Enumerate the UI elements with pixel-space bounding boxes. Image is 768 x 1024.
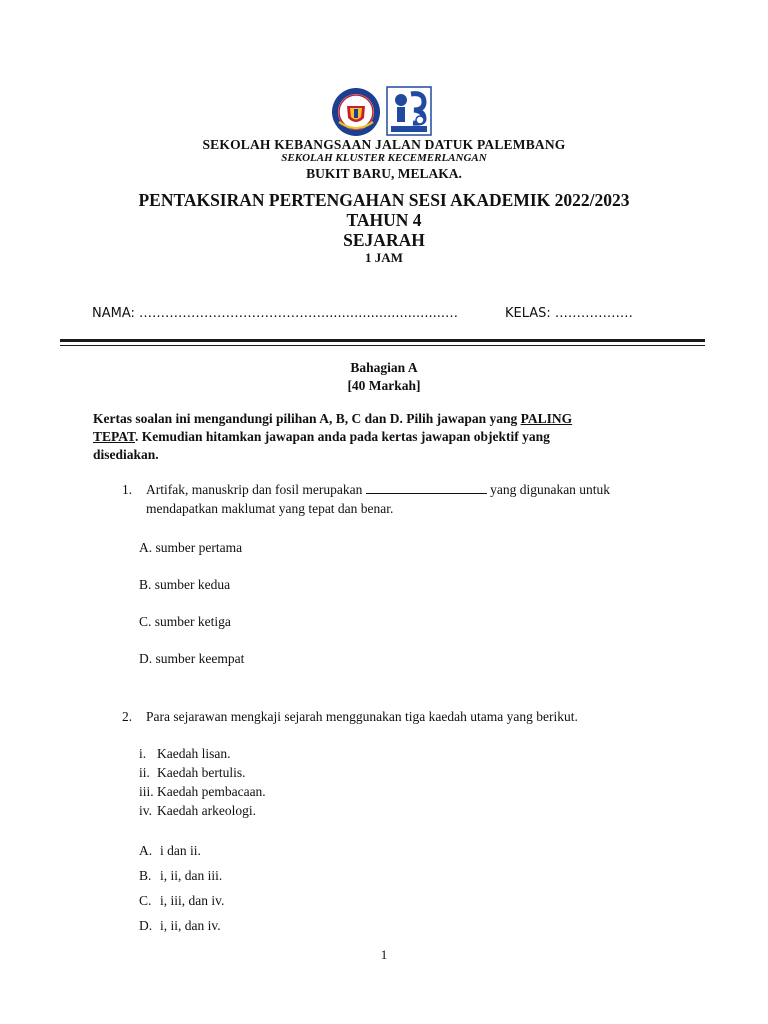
instructions (93, 410, 678, 464)
divider-thin (60, 345, 705, 346)
class-field[interactable]: KELAS: ……………… (505, 306, 633, 321)
answer-option[interactable]: D. sumber keempat (139, 651, 245, 666)
section-marks: [40 Markah] (347, 378, 421, 393)
answer-option-letter[interactable]: B. (139, 868, 152, 883)
statement-numeral: i. (139, 746, 147, 761)
statement-text: Kaedah pembacaan. (157, 784, 266, 799)
statement-numeral: iii. (139, 784, 154, 799)
question-number: 2. (122, 709, 133, 724)
statement-text: Kaedah lisan. (157, 746, 231, 761)
statement-text: Kaedah bertulis. (157, 765, 246, 780)
school-subtitle: SEKOLAH KLUSTER KECEMERLANGAN (281, 152, 487, 164)
exam-title: PENTAKSIRAN PERTENGAHAN SESI AKADEMIK 2022/2023 (138, 190, 630, 210)
page-number: 1 (380, 947, 388, 962)
section-title: Bahagian A (350, 360, 418, 375)
exam-year: TAHUN 4 (346, 210, 422, 230)
answer-option[interactable]: A. sumber pertama (139, 540, 243, 555)
answer-option-text[interactable]: i, iii, dan iv. (160, 893, 225, 908)
answer-option-letter[interactable]: C. (139, 893, 152, 908)
school-location: BUKIT BARU, MELAKA. (306, 166, 462, 181)
statement-numeral: iv. (139, 803, 152, 818)
instructions-emphasis: PALING (520, 411, 573, 426)
answer-option[interactable]: C. sumber ketiga (139, 614, 231, 629)
question-text-line2: mendapatkan maklumat yang tepat dan benar. (146, 501, 394, 516)
answer-option-text[interactable]: i, ii, dan iii. (160, 868, 223, 883)
instructions-text: disediakan. (93, 447, 159, 462)
name-field[interactable]: NAMA: ……………………………………..............................… (92, 306, 458, 321)
answer-blank (366, 493, 487, 494)
answer-option-letter[interactable]: A. (139, 843, 153, 858)
question-number: 1. (122, 482, 133, 497)
header-logos (331, 86, 433, 138)
answer-option[interactable]: B. sumber kedua (139, 577, 231, 592)
answer-option-text[interactable]: i, ii, dan iv. (160, 918, 221, 933)
statement-text: Kaedah arkeologi. (157, 803, 256, 818)
question-text-part: yang digunakan untuk (486, 482, 611, 497)
cluster-school-badge-icon (386, 86, 432, 136)
statement-numeral: ii. (139, 765, 150, 780)
exam-subject: SEJARAH (343, 230, 425, 250)
instructions-text: . Kemudian hitamkan jawapan anda pada kertas jawapan objektif yang (135, 429, 550, 444)
school-crest-icon (331, 86, 381, 138)
divider-thick (60, 339, 705, 342)
answer-option-letter[interactable]: D. (139, 918, 153, 933)
exam-duration: 1 JAM (365, 250, 403, 265)
answer-option-text[interactable]: i dan ii. (160, 843, 201, 858)
question-text-part: Artifak, manuskrip dan fosil merupakan (146, 482, 366, 497)
school-name: SEKOLAH KEBANGSAAN JALAN DATUK PALEMBANG (202, 137, 566, 152)
instructions-text: Kertas soalan ini mengandungi pilihan A, B, C dan D. Pilih jawapan yang (93, 411, 521, 426)
question-text: Para sejarawan mengkaji sejarah menggunakan tiga kaedah utama yang berikut. (146, 709, 578, 724)
question-text (146, 482, 610, 498)
instructions-emphasis: TEPAT (93, 429, 136, 444)
